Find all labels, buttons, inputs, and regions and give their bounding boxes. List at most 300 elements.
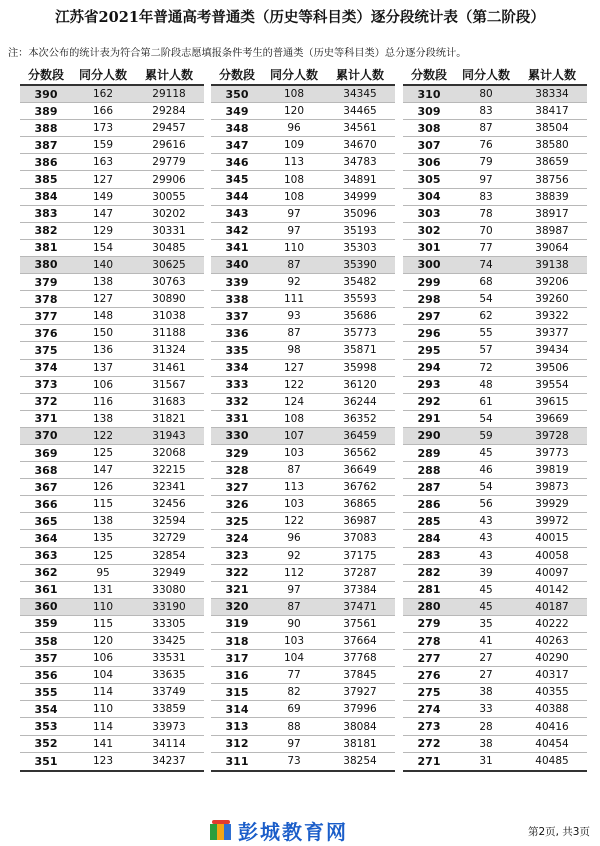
cell-score: 384 [34,190,58,204]
cell-cumulative: 37083 [343,532,377,545]
cell-count: 88 [287,720,301,733]
cell-score: 285 [417,514,441,528]
table-row [403,360,587,377]
cell-score: 338 [225,292,249,306]
cell-cumulative: 39615 [535,395,569,408]
cell-score: 286 [417,497,441,511]
cell-count: 27 [479,669,493,682]
cell-cumulative: 39064 [535,241,569,254]
table-row [403,342,587,359]
table-row [20,513,204,530]
cell-cumulative: 40416 [535,720,569,733]
cell-score: 327 [225,480,249,494]
header-count: 同分人数 [269,67,318,82]
cell-score: 367 [34,480,58,494]
table-row [20,291,204,308]
cell-count: 115 [92,617,114,630]
table-row [211,154,395,171]
cell-count: 43 [479,515,493,528]
cell-count: 90 [287,617,301,630]
table-row [403,291,587,308]
cell-cumulative: 37561 [343,617,377,630]
table-row [20,428,204,445]
table-row [20,548,204,565]
cell-cumulative: 33190 [152,600,186,613]
cell-count: 107 [283,429,305,442]
cell-cumulative: 40015 [535,532,569,545]
table-row [403,325,587,342]
cell-score: 315 [225,685,249,699]
table-row [20,462,204,479]
cell-count: 106 [92,378,114,391]
table-row [20,650,204,667]
cell-cumulative: 39929 [535,498,569,511]
cell-score: 359 [34,617,58,631]
cell-count: 59 [479,429,493,442]
cell-count: 45 [479,583,493,596]
cell-score: 301 [417,241,441,255]
cell-count: 28 [479,720,493,733]
cell-cumulative: 32594 [152,515,186,528]
cell-count: 33 [479,703,493,716]
cell-count: 135 [92,532,114,545]
table-row [20,445,204,462]
table-row [20,223,204,240]
cell-score: 313 [225,720,249,734]
cell-cumulative: 40142 [535,583,569,596]
cell-count: 97 [287,207,301,220]
cell-count: 97 [479,173,493,186]
cell-cumulative: 29457 [152,122,186,135]
table-row [20,736,204,753]
cell-score: 365 [34,514,58,528]
cell-score: 379 [34,275,58,289]
cell-count: 87 [287,258,301,271]
cell-count: 35 [479,617,493,630]
table-row [403,445,587,462]
cell-count: 97 [287,737,301,750]
cell-score: 297 [417,309,441,323]
cell-cumulative: 32949 [152,566,186,579]
cell-score: 364 [34,531,58,545]
cell-count: 122 [92,429,114,442]
cell-score: 328 [225,463,249,477]
cell-cumulative: 30763 [152,276,186,289]
cell-count: 46 [479,464,493,477]
table-row [211,411,395,428]
cell-count: 111 [283,293,305,306]
cell-count: 141 [92,737,114,750]
cell-count: 87 [287,327,301,340]
cell-count: 83 [479,105,493,118]
cell-score: 355 [34,685,58,699]
table-row [211,667,395,684]
cell-score: 366 [34,497,58,511]
cell-score: 352 [34,737,58,751]
table-row [211,103,395,120]
table-row [403,206,587,223]
cell-cumulative: 38659 [535,156,569,169]
table-row [211,462,395,479]
cell-cumulative: 31188 [152,327,186,340]
cell-cumulative: 32729 [152,532,186,545]
cell-score: 307 [417,138,441,152]
cell-count: 103 [283,498,305,511]
cell-count: 97 [287,583,301,596]
table-row [20,240,204,257]
cell-count: 61 [479,395,493,408]
cell-cumulative: 39819 [535,464,569,477]
cell-cumulative: 38839 [535,190,569,203]
cell-cumulative: 40454 [535,737,569,750]
cell-cumulative: 33973 [152,720,186,733]
table-row [211,428,395,445]
table-row [211,753,395,770]
cell-count: 80 [479,88,493,101]
cell-count: 92 [287,549,301,562]
cell-count: 173 [92,122,114,135]
table-row [403,548,587,565]
cell-cumulative: 38254 [343,755,377,768]
cell-cumulative: 31038 [152,310,186,323]
table-row [403,718,587,735]
table-row [211,736,395,753]
table-row [20,103,204,120]
cell-cumulative: 39260 [535,293,569,306]
cell-cumulative: 34670 [343,139,377,152]
cell-count: 154 [92,241,114,254]
cell-cumulative: 32341 [152,481,186,494]
cell-cumulative: 30202 [152,207,186,220]
cell-cumulative: 30625 [152,258,186,271]
table-row [211,479,395,496]
cell-cumulative: 31324 [152,344,186,357]
cell-cumulative: 39138 [535,258,569,271]
cell-cumulative: 39728 [535,429,569,442]
table-row [403,240,587,257]
cell-count: 129 [92,224,114,237]
cell-cumulative: 35773 [343,327,377,340]
table-row [211,189,395,206]
table-row [211,445,395,462]
table-row [403,377,587,394]
cell-score: 278 [417,634,441,648]
table-row [403,479,587,496]
table-row [211,496,395,513]
page-number: 第2页, 共3页 [527,826,590,838]
table-row [20,530,204,547]
table-row [20,582,204,599]
cell-score: 362 [34,566,58,580]
header-cumulative: 累计人数 [527,67,576,82]
cell-score: 296 [417,326,441,340]
cell-cumulative: 39506 [535,361,569,374]
cell-score: 322 [225,566,249,580]
cell-count: 137 [92,361,114,374]
cell-score: 340 [225,258,249,272]
table-row [403,667,587,684]
table-header [211,64,395,84]
table-row [211,342,395,359]
cell-count: 79 [479,156,493,169]
cell-score: 333 [225,378,249,392]
table-row [20,137,204,154]
page-title: 江苏省2021年普通高考普通类（历史等科目类）逐分段统计表（第二阶段） [55,9,545,26]
cell-cumulative: 37287 [343,566,377,579]
cell-cumulative: 32456 [152,498,186,511]
cell-cumulative: 34345 [343,88,377,101]
table-row [403,513,587,530]
cell-count: 112 [283,566,305,579]
cell-score: 383 [34,207,58,221]
table-row [403,753,587,770]
cell-cumulative: 34114 [152,737,186,750]
cell-score: 272 [417,737,441,751]
cell-count: 96 [287,122,301,135]
table-row [211,377,395,394]
cell-score: 357 [34,651,58,665]
cell-score: 376 [34,326,58,340]
cell-count: 38 [479,686,493,699]
cell-cumulative: 36352 [343,412,377,425]
cell-count: 114 [92,720,114,733]
cell-cumulative: 36459 [343,429,377,442]
cell-cumulative: 33425 [152,635,186,648]
cell-score: 363 [34,549,58,563]
table-row [403,120,587,137]
cell-score: 342 [225,224,249,238]
cell-score: 348 [225,121,249,135]
cell-cumulative: 35303 [343,241,377,254]
cell-cumulative: 36762 [343,481,377,494]
table-row [403,684,587,701]
table-row [20,565,204,582]
cell-count: 72 [479,361,493,374]
cell-cumulative: 40485 [535,755,569,768]
table-note: 注：本次公布的统计表为符合第二阶段志愿填报条件考生的普通类（历史等科目类）总分逐分段统计。 [8,48,467,59]
cell-count: 126 [92,481,114,494]
cell-score: 381 [34,241,58,255]
cell-count: 113 [283,481,305,494]
table-row [403,530,587,547]
cell-cumulative: 35871 [343,344,377,357]
cell-score: 321 [225,583,249,597]
cell-cumulative: 29284 [152,105,186,118]
table-row [20,667,204,684]
cell-cumulative: 40222 [535,617,569,630]
cell-cumulative: 40187 [535,600,569,613]
table-row [20,496,204,513]
table-row [403,257,587,274]
cell-count: 43 [479,532,493,545]
cell-score: 298 [417,292,441,306]
cell-score: 330 [225,429,249,443]
cell-count: 106 [92,652,114,665]
table-row [20,274,204,291]
cell-score: 331 [225,412,249,426]
cell-count: 159 [92,139,114,152]
cell-cumulative: 36120 [343,378,377,391]
header-cumulative: 累计人数 [335,67,384,82]
cell-score: 274 [417,702,441,716]
table-row [211,137,395,154]
cell-cumulative: 39669 [535,412,569,425]
cell-score: 316 [225,668,249,682]
cell-cumulative: 29779 [152,156,186,169]
cell-score: 275 [417,685,441,699]
score-table-2 [211,64,395,772]
cell-cumulative: 40058 [535,549,569,562]
table-header [20,64,204,84]
cell-score: 335 [225,343,249,357]
table-row [211,171,395,188]
cell-score: 281 [417,583,441,597]
table-row [211,274,395,291]
cell-score: 310 [417,87,441,101]
cell-count: 127 [283,361,305,374]
cell-score: 288 [417,463,441,477]
cell-score: 350 [225,87,249,101]
cell-cumulative: 33531 [152,652,186,665]
cell-count: 103 [283,635,305,648]
cell-score: 303 [417,207,441,221]
table-row [20,616,204,633]
cell-count: 125 [92,549,114,562]
cell-count: 108 [283,173,305,186]
cell-score: 320 [225,600,249,614]
cell-count: 103 [283,447,305,460]
table-row [403,103,587,120]
score-table-3 [403,64,587,772]
cell-score: 284 [417,531,441,545]
cell-score: 287 [417,480,441,494]
cell-count: 48 [479,378,493,391]
cell-cumulative: 35686 [343,310,377,323]
cell-cumulative: 39554 [535,378,569,391]
cell-cumulative: 30331 [152,224,186,237]
cell-score: 380 [34,258,58,272]
table-row [403,496,587,513]
cell-score: 312 [225,737,249,751]
cell-cumulative: 38917 [535,207,569,220]
table-row [403,394,587,411]
cell-cumulative: 38334 [535,88,569,101]
cell-score: 382 [34,224,58,238]
cell-cumulative: 36562 [343,447,377,460]
cell-count: 125 [92,447,114,460]
cell-cumulative: 39773 [535,447,569,460]
cell-count: 45 [479,600,493,613]
cell-count: 31 [479,755,493,768]
cell-count: 92 [287,276,301,289]
cell-count: 138 [92,515,114,528]
table-row [20,171,204,188]
cell-cumulative: 39377 [535,327,569,340]
cell-count: 150 [92,327,114,340]
cell-count: 138 [92,276,114,289]
cell-count: 122 [283,515,305,528]
site-logo [210,816,348,845]
cell-cumulative: 40263 [535,635,569,648]
cell-cumulative: 38756 [535,173,569,186]
cell-cumulative: 37768 [343,652,377,665]
table-row [20,120,204,137]
table-body [211,84,395,772]
cell-cumulative: 36865 [343,498,377,511]
cell-cumulative: 33859 [152,703,186,716]
table-row [211,513,395,530]
table-row [211,240,395,257]
cell-count: 98 [287,344,301,357]
cell-count: 82 [287,686,301,699]
cell-count: 93 [287,310,301,323]
cell-count: 74 [479,258,493,271]
table-row [211,718,395,735]
cell-score: 374 [34,361,58,375]
cell-score: 319 [225,617,249,631]
cell-score: 273 [417,720,441,734]
cell-cumulative: 36244 [343,395,377,408]
cell-score: 375 [34,343,58,357]
cell-cumulative: 40097 [535,566,569,579]
cell-count: 162 [92,88,114,101]
cell-score: 292 [417,395,441,409]
cell-score: 368 [34,463,58,477]
table-row [403,582,587,599]
cell-score: 377 [34,309,58,323]
cell-cumulative: 39972 [535,515,569,528]
cell-cumulative: 31683 [152,395,186,408]
table-row [211,530,395,547]
cell-cumulative: 38181 [343,737,377,750]
cell-score: 373 [34,378,58,392]
cell-cumulative: 35482 [343,276,377,289]
cell-score: 280 [417,600,441,614]
cell-cumulative: 40388 [535,703,569,716]
cell-count: 87 [479,122,493,135]
cell-cumulative: 32068 [152,447,186,460]
cell-cumulative: 37384 [343,583,377,596]
table-row [20,360,204,377]
table-row [20,753,204,770]
table-row [211,599,395,616]
table-header [403,64,587,84]
cell-cumulative: 31943 [152,429,186,442]
cell-score: 271 [417,754,441,768]
table-row [403,411,587,428]
cell-count: 120 [283,105,305,118]
cell-score: 337 [225,309,249,323]
cell-score: 344 [225,190,249,204]
cell-score: 388 [34,121,58,135]
header-score: 分数段 [410,67,447,82]
table-row [211,120,395,137]
header-score: 分数段 [27,67,64,82]
cell-count: 148 [92,310,114,323]
table-row [211,291,395,308]
cell-cumulative: 40317 [535,669,569,682]
header-count: 同分人数 [78,67,127,82]
cell-cumulative: 39434 [535,344,569,357]
cell-cumulative: 37664 [343,635,377,648]
table-row [211,206,395,223]
table-row [403,171,587,188]
cell-count: 77 [479,241,493,254]
cell-count: 69 [287,703,301,716]
table-row [403,736,587,753]
cell-score: 341 [225,241,249,255]
cell-cumulative: 29118 [152,88,186,101]
